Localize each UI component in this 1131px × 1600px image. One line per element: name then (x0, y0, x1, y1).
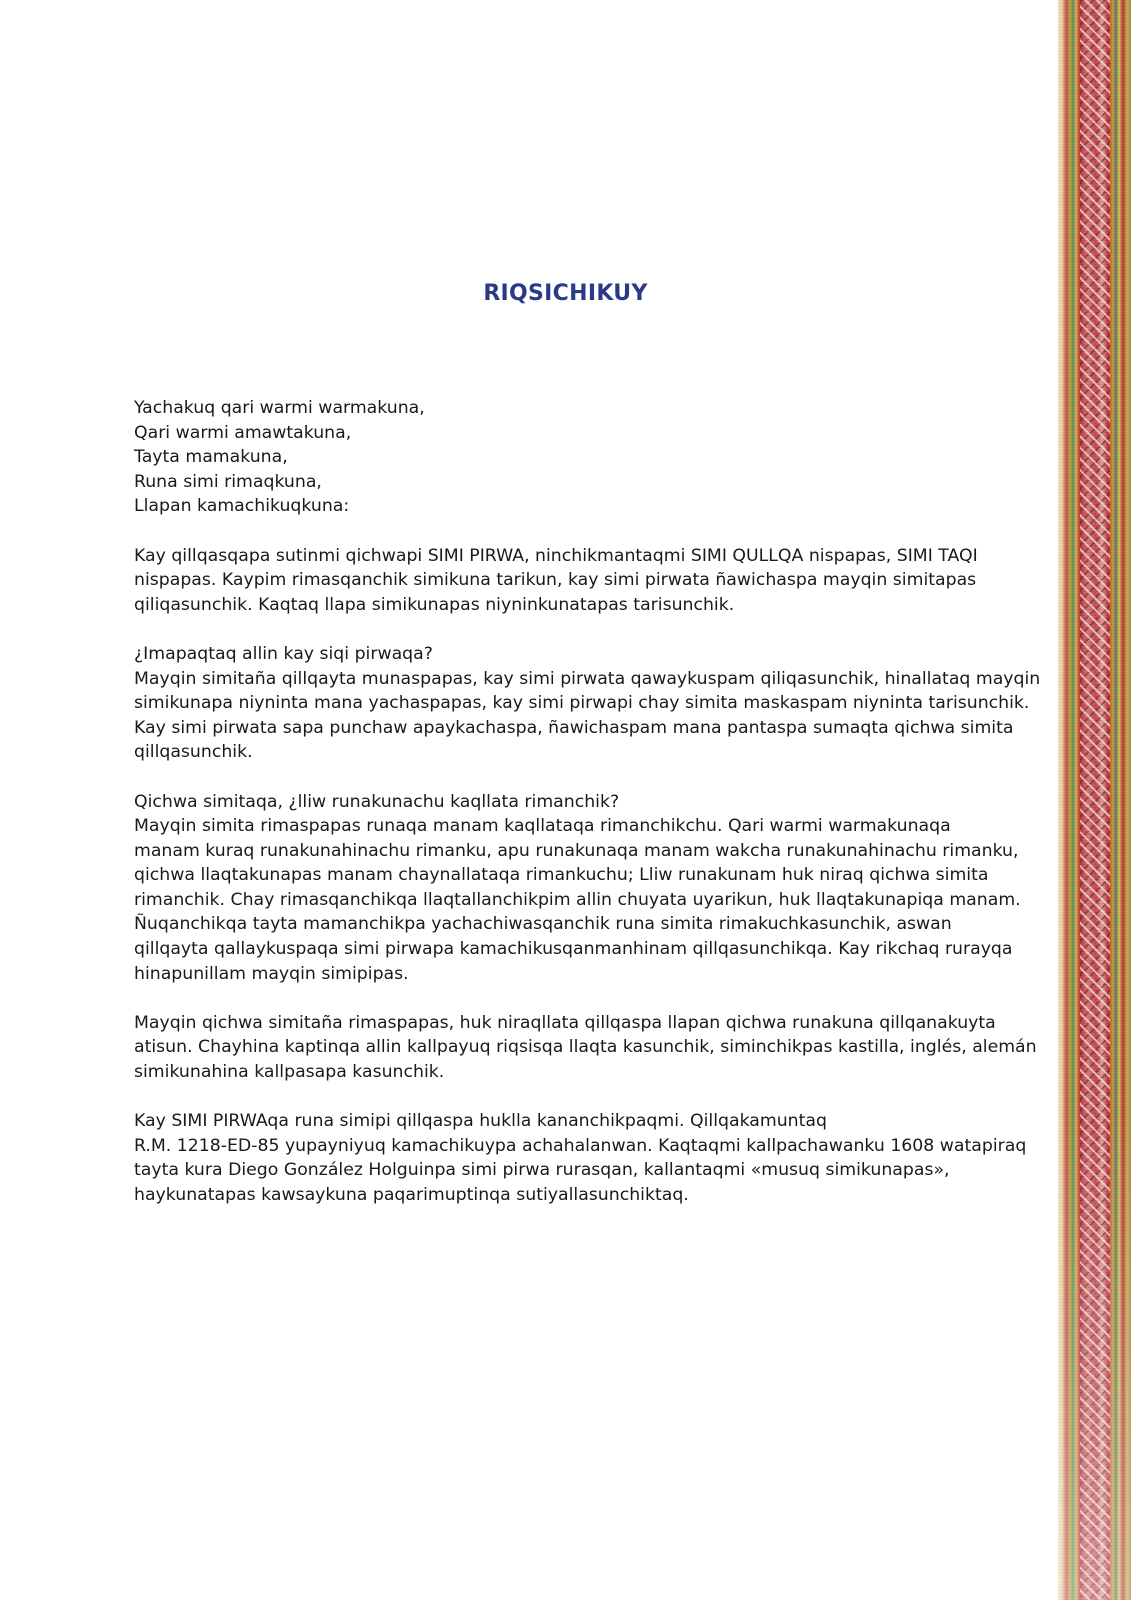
page-title: RIQSICHIKUY (483, 281, 648, 306)
text-line: atisun. Chayhina kaptinqa allin kallpayuq riqsisqa llaqta kasunchik, siminchikpas kastilla, inglés, alemán (134, 1037, 1037, 1058)
text-line: Kay SIMI PIRWAqa runa simipi qillqaspa huklla kananchikpaqmi. Qillqakamuntaq (134, 1111, 827, 1132)
text-line: Mayqin simita rimaspapas runaqa manam kaqllataqa rimanchikchu. Qari warmi warmakunaqa (134, 816, 951, 837)
text-line: hinapunillam mayqin simipipas. (134, 963, 409, 984)
paragraph-closing (134, 1109, 1027, 1207)
text-line: Ñuqanchikqa tayta mamanchikpa yachachiwasqanchik runa simita rimakuchkasunchik, aswan (134, 914, 952, 935)
woven-textile-border (1058, 0, 1131, 1600)
text-line: qillqayta qallaykuspaqa simi pirwapa kamachikusqanmanhinam qillqasunchikqa. Kay rikchaq rurayqa (134, 939, 1013, 960)
body-text (134, 396, 1041, 1208)
paragraph-greeting (134, 396, 1014, 519)
paragraph-intro (134, 544, 1014, 618)
text-line: Yachakuq qari warmi warmakuna, (134, 398, 425, 418)
text-line: qichwa llaqtakunapas manam chaynallataqa rimankuchu; Lliw runakunam huk niraq qichwa simita (134, 865, 989, 886)
text-line: qillqasunchik. (134, 742, 253, 763)
text-line: manam kuraq runakunahinachu rimanku, apu runakunaqa manam wakcha runakunahinachu rimanku, (134, 840, 1019, 861)
text-line: Tayta mamakuna, (134, 447, 288, 468)
text-line: simikunapa niyninta mana yachaspapas, kay simi pirwapi chay simita maskaspam niyninta tarisunchik. (134, 693, 1030, 714)
text-line: Llapan kamachikuqkuna: (134, 496, 350, 517)
text-line: Kay simi pirwata sapa punchaw apaykachaspa, ñawichaspam mana pantaspa sumaqta qichwa simita (134, 717, 1014, 738)
text-line: Kay qillqasqapa sutinmi qichwapi SIMI PIRWA, ninchikmantaqmi SIMI QULLQA nispapas, SIMI TAQI (134, 545, 978, 566)
text-line: Mayqin simitaña qillqayta munaspapas, kay simi pirwata qawaykuspam qiliqasunchik, hinallataq mayqin (134, 668, 1041, 689)
text-line: qiliqasunchik. Kaqtaq llapa simikunapas niyninkunatapas tarisunchik. (134, 594, 735, 615)
textile-fade (1058, 0, 1131, 1600)
text-line: Mayqin qichwa simitaña rimaspapas, huk niraqllata qillqaspa llapan qichwa runakuna qillqanakuyta (134, 1012, 996, 1033)
text-line: simikunahina kallpasapa kasunchik. (134, 1062, 445, 1083)
text-line: nispapas. Kaypim rimasqanchik simikuna tarikun, kay simi pirwata ñawichaspa mayqin simitapas (134, 570, 977, 591)
text-line: tayta kura Diego González Holguinpa simi pirwa rurasqan, kallantaqmi «musuq simikunapas», (134, 1160, 950, 1181)
paragraph-unity (134, 1011, 1037, 1085)
text-line: Qari warmi amawtakuna, (134, 422, 352, 443)
paragraph-variation (134, 790, 1021, 987)
text-line: ¿Imapaqtaq allin kay siqi pirwaqa? (134, 643, 433, 664)
text-line: R.M. 1218-ED-85 yupayniyuq kamachikuypa achahalanwan. Kaqtaqmi kallpachawanku 1608 watapiraq (134, 1135, 1027, 1156)
text-line: rimanchik. Chay rimasqanchikqa llaqtallanchikpim allin chuyata uyarikun, huk llaqtakunapiqa manam. (134, 889, 1021, 910)
text-line: Qichwa simitaqa, ¿lliw runakunachu kaqllata rimanchik? (134, 791, 620, 812)
text-line: haykunatapas kawsaykuna paqarimuptinqa sutiyallasunchiktaq. (134, 1185, 689, 1205)
paragraph-purpose (134, 642, 1041, 765)
text-line: Runa simi rimaqkuna, (134, 471, 322, 492)
